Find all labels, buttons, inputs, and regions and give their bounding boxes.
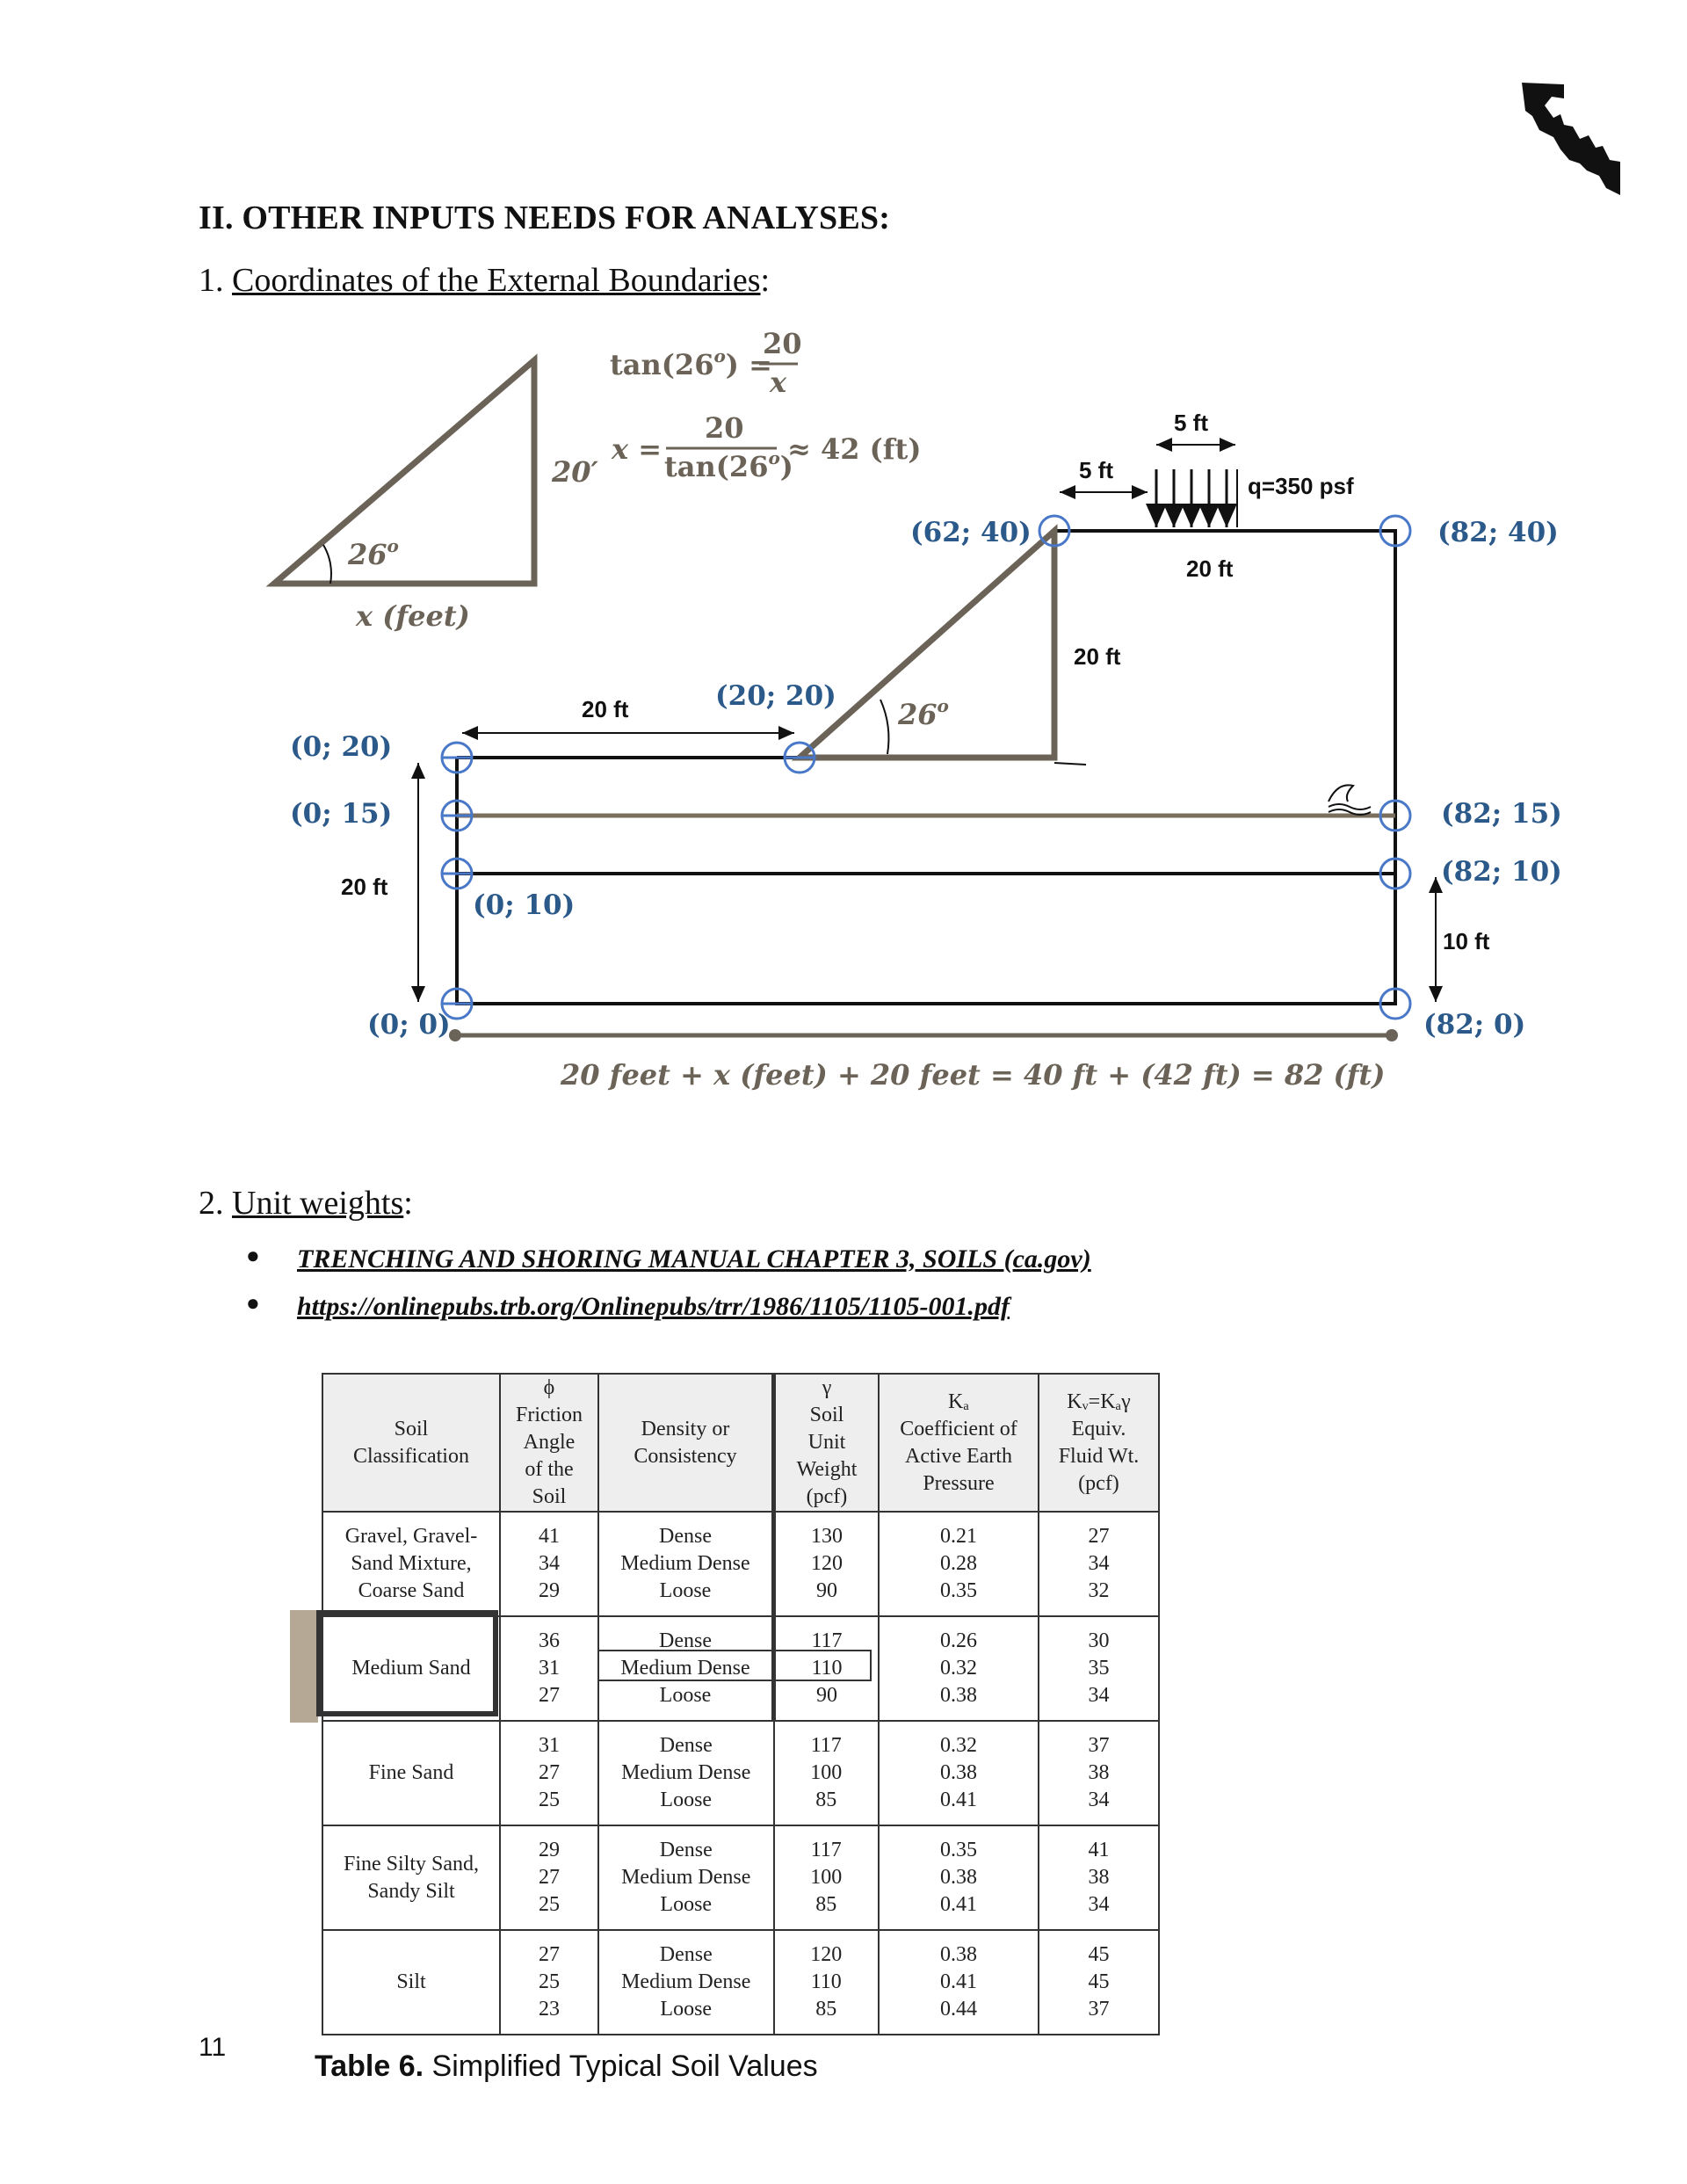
density-cell: Dense Medium Dense Loose [598,1721,774,1825]
soil-cell: Silt [322,1930,500,2035]
coord-82-40: (82; 40) [1437,517,1559,548]
section-1-number: 1. [199,262,224,299]
density-cell: Dense Medium Dense Loose [598,1825,774,1930]
reference-triangle [274,360,599,633]
coord-62-40: (62; 40) [910,517,1032,548]
ka-cell: 0.32 0.38 0.41 [879,1721,1039,1825]
soil-cell: Medium Sand [322,1616,500,1721]
header-density: Density or Consistency [598,1374,774,1512]
ka-cell: 0.26 0.32 0.38 [879,1616,1039,1721]
reference-link-2-item [246,1290,1010,1322]
table-row [322,1930,1159,2035]
header-unit-weight: γ Soil Unit Weight (pcf) [774,1374,880,1512]
soil-cell: Fine Sand [322,1721,500,1825]
section-2-number: 2. [199,1185,224,1222]
header-kw: Kᵥ=Kₐγ Equiv. Fluid Wt. (pcf) [1039,1374,1159,1512]
phi-cell: 29 27 25 [500,1825,598,1930]
phi-cell: 31 27 25 [500,1721,598,1825]
table-header-row [322,1374,1159,1512]
gamma-cell: 117 100 85 [774,1825,880,1930]
formula-tan-numerator: 20 [763,327,802,360]
table-row [322,1721,1159,1825]
bullet-icon: ● [246,1243,260,1268]
table-caption [315,2050,818,2084]
formula-x [611,411,921,483]
density-cell: Dense Medium Dense Loose [598,1616,774,1721]
ka-cell: 0.38 0.41 0.44 [879,1930,1039,2035]
formula-x-denominator: tan(26$^o$) [664,447,793,483]
gamma-cell: 117 100 85 [774,1721,880,1825]
formula-x-numerator: 20 [705,411,744,445]
formula-x-rhs: ≈ 42 (ft) [787,432,922,466]
section-heading: II. OTHER INPUTS NEEDS FOR ANALYSES: [199,200,891,236]
dim-top-right-20ft: 20 ft [1186,555,1234,582]
gamma-cell: 117 110 90 [774,1616,880,1721]
coord-0-0: (0; 0) [367,1009,451,1041]
formula-tan [610,327,802,399]
total-length-equation: 20 feet + x (feet) + 20 feet = 40 ft + (42 ft) = 82 (ft) [561,1058,1386,1092]
gamma-cell: 120 110 85 [774,1930,880,2035]
dim-top-20ft: 20 ft [582,696,629,722]
header-friction-angle: ϕ Friction Angle of the Soil [500,1374,598,1512]
water-table-icon [1329,785,1371,815]
ka-cell: 0.21 0.28 0.35 [879,1512,1039,1616]
triangle-angle-label: 26$^o$ [348,535,399,571]
dim-right-10ft: 10 ft [1443,928,1490,954]
kw-cell: 37 38 34 [1039,1721,1159,1825]
kw-cell: 27 34 32 [1039,1512,1159,1616]
triangle-height-label: 20′ [552,455,598,489]
density-cell: Dense Medium Dense Loose [598,1930,774,2035]
bullet-icon: ● [246,1290,260,1316]
boundary-points [442,516,1410,1019]
slope-angle-label: 26$^o$ [898,695,949,731]
section-2-suffix: : [403,1185,413,1222]
dim-vertical-20ft: 20 ft [1074,643,1121,670]
header-soil-classification: Soil Classification [322,1374,500,1512]
kw-cell: 30 35 34 [1039,1616,1159,1721]
coord-0-15: (0; 15) [290,798,393,830]
formula-tan-lhs: $\tan(26^o)$ = [610,345,772,381]
reference-link-1-item [246,1243,1091,1274]
table-caption-label: Table 6. [315,2050,424,2083]
formula-x-lhs: x = [612,432,662,466]
dim-5ft-load-width: 5 ft [1174,410,1208,436]
coord-20-20: (20; 20) [715,680,836,712]
phi-cell: 36 31 27 [500,1616,598,1721]
soil-cell: Gravel, Gravel- Sand Mixture, Coarse Sand [322,1512,500,1616]
soil-cell: Fine Silty Sand, Sandy Silt [322,1825,500,1930]
section-2-title [199,1184,413,1223]
density-cell: Dense Medium Dense Loose [598,1512,774,1616]
coord-0-10: (0; 10) [473,889,576,921]
ka-cell: 0.35 0.38 0.41 [879,1825,1039,1930]
coord-82-0: (82; 0) [1423,1009,1526,1041]
surcharge-load-arrows [1156,469,1237,527]
coord-0-20: (0; 20) [290,731,393,763]
section-2-label: Unit weights [232,1185,404,1222]
kw-cell: 45 45 37 [1039,1930,1159,2035]
section-1-suffix: : [760,262,771,299]
triangle-base-label: x (feet) [356,599,470,633]
medium-dense-highlight-box [597,1650,872,1681]
page-number: 11 [199,2033,227,2062]
dim-5ft-offset: 5 ft [1079,457,1113,483]
surcharge-load-label: q=350 psf [1248,473,1354,499]
table-row [322,1825,1159,1930]
header-ka: Kₐ Coefficient of Active Earth Pressure [879,1374,1039,1512]
phi-cell: 41 34 29 [500,1512,598,1616]
dim-left-20ft: 20 ft [341,874,388,900]
reference-link-1[interactable]: TRENCHING AND SHORING MANUAL CHAPTER 3, SOILS (ca.gov) [297,1244,1091,1273]
table-caption-text: Simplified Typical Soil Values [431,2050,818,2083]
reference-link-2[interactable]: https://onlinepubs.trb.org/Onlinepubs/trr/1986/1105/1105-001.pdf [297,1292,1010,1321]
medium-sand-highlight-box [316,1610,498,1716]
kw-cell: 41 38 34 [1039,1825,1159,1930]
table-row-highlight-bar [290,1610,318,1723]
section-1-label: Coordinates of the External Boundaries [232,262,761,299]
coord-82-10: (82; 10) [1441,856,1562,888]
phi-cell: 27 25 23 [500,1930,598,2035]
gamma-cell: 130 120 90 [774,1512,880,1616]
coord-82-15: (82; 15) [1441,798,1562,830]
table-row [322,1512,1159,1616]
formula-tan-denominator: x [770,366,787,399]
